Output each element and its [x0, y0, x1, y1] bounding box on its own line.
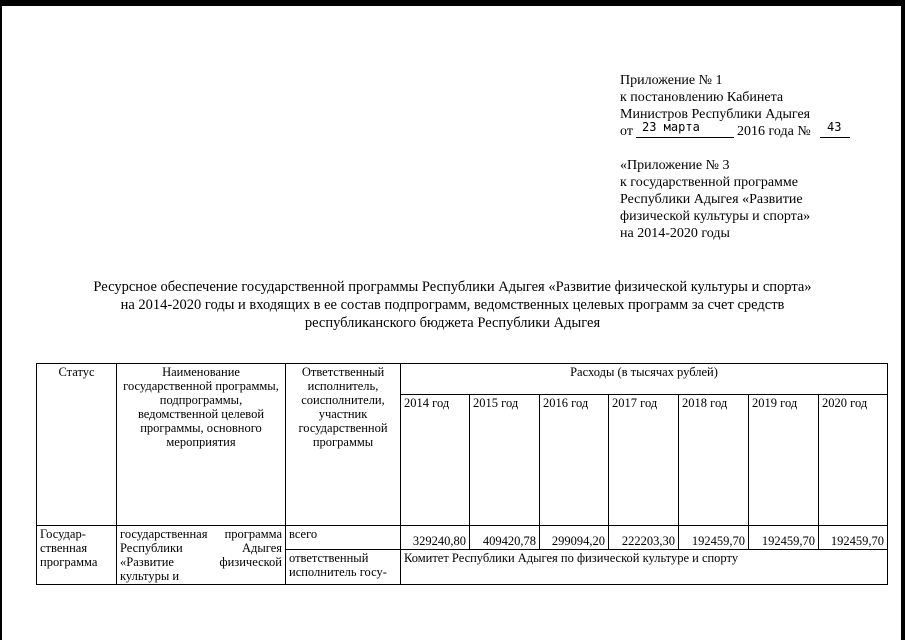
- appendix3-line2: к государственной программе: [620, 175, 798, 190]
- year-header: 2020 год: [819, 394, 888, 525]
- heading-line2: на 2014-2020 годы и входящих в ее состав подпрограмм, ведомственных целевых программ за счет средств: [120, 297, 785, 313]
- handwritten-number: 43: [827, 120, 842, 134]
- appendix1-line1: Приложение № 1: [620, 73, 723, 88]
- header-status: Статус: [37, 364, 117, 526]
- value-cell: 299094,20: [540, 526, 609, 550]
- scan-top-edge: [0, 0, 905, 6]
- value-cell: 192459,70: [819, 526, 888, 550]
- row-responsible-value: Комитет Республики Адыгея по физической культуре и спорту: [401, 550, 888, 585]
- value-cell: 409420,78: [470, 526, 540, 550]
- appendix1-year: 2016 года №: [737, 124, 811, 139]
- appendix3-line5: на 2014-2020 годы: [620, 226, 730, 241]
- heading-line3: республиканского бюджета Республики Адыгея: [304, 315, 601, 331]
- value-cell: 329240,80: [401, 526, 470, 550]
- appendix3-line1: «Приложение № 3: [620, 158, 730, 173]
- number-underline: [820, 137, 850, 138]
- appendix1-from: от: [620, 124, 633, 139]
- header-expenses: Расходы (в тысячах рублей): [401, 364, 888, 395]
- row-status: Государ-ственная программа: [37, 526, 117, 585]
- appendix3-line3: Республики Адыгея «Развитие: [620, 192, 803, 207]
- row-total-label: всего: [286, 526, 401, 550]
- resource-table: [36, 363, 888, 585]
- year-header: 2016 год: [540, 394, 609, 525]
- value-cell: 192459,70: [679, 526, 749, 550]
- year-header: 2015 год: [470, 394, 540, 525]
- appendix1-line3: Министров Республики Адыгея: [620, 107, 811, 122]
- year-header: 2018 год: [679, 394, 749, 525]
- appendix3-line4: физической культуры и спорта»: [620, 209, 811, 224]
- appendix1-line2: к постановлению Кабинета: [620, 90, 784, 105]
- year-header: 2014 год: [401, 394, 470, 525]
- header-name: Наименование государственной программы, подпрограммы, ведомственной целевой программы, основного мероприятия: [117, 364, 286, 526]
- row-program-name: государственная программа Республики Адыгея «Развитие физической культуры и: [117, 526, 286, 585]
- heading-line1: Ресурсное обеспечение государственной программы Республики Адыгея «Развитие физической культуры и спорта»: [93, 279, 812, 295]
- handwritten-date: 23 марта: [642, 120, 700, 134]
- year-header: 2019 год: [749, 394, 819, 525]
- year-header: 2017 год: [609, 394, 679, 525]
- row-responsible-label: ответственный исполнитель госу-: [286, 550, 401, 585]
- date-underline: [636, 137, 734, 138]
- value-cell: 222203,30: [609, 526, 679, 550]
- value-cell: 192459,70: [749, 526, 819, 550]
- header-responsible: Ответственный исполнитель, соисполнители, участник государственной программы: [286, 364, 401, 526]
